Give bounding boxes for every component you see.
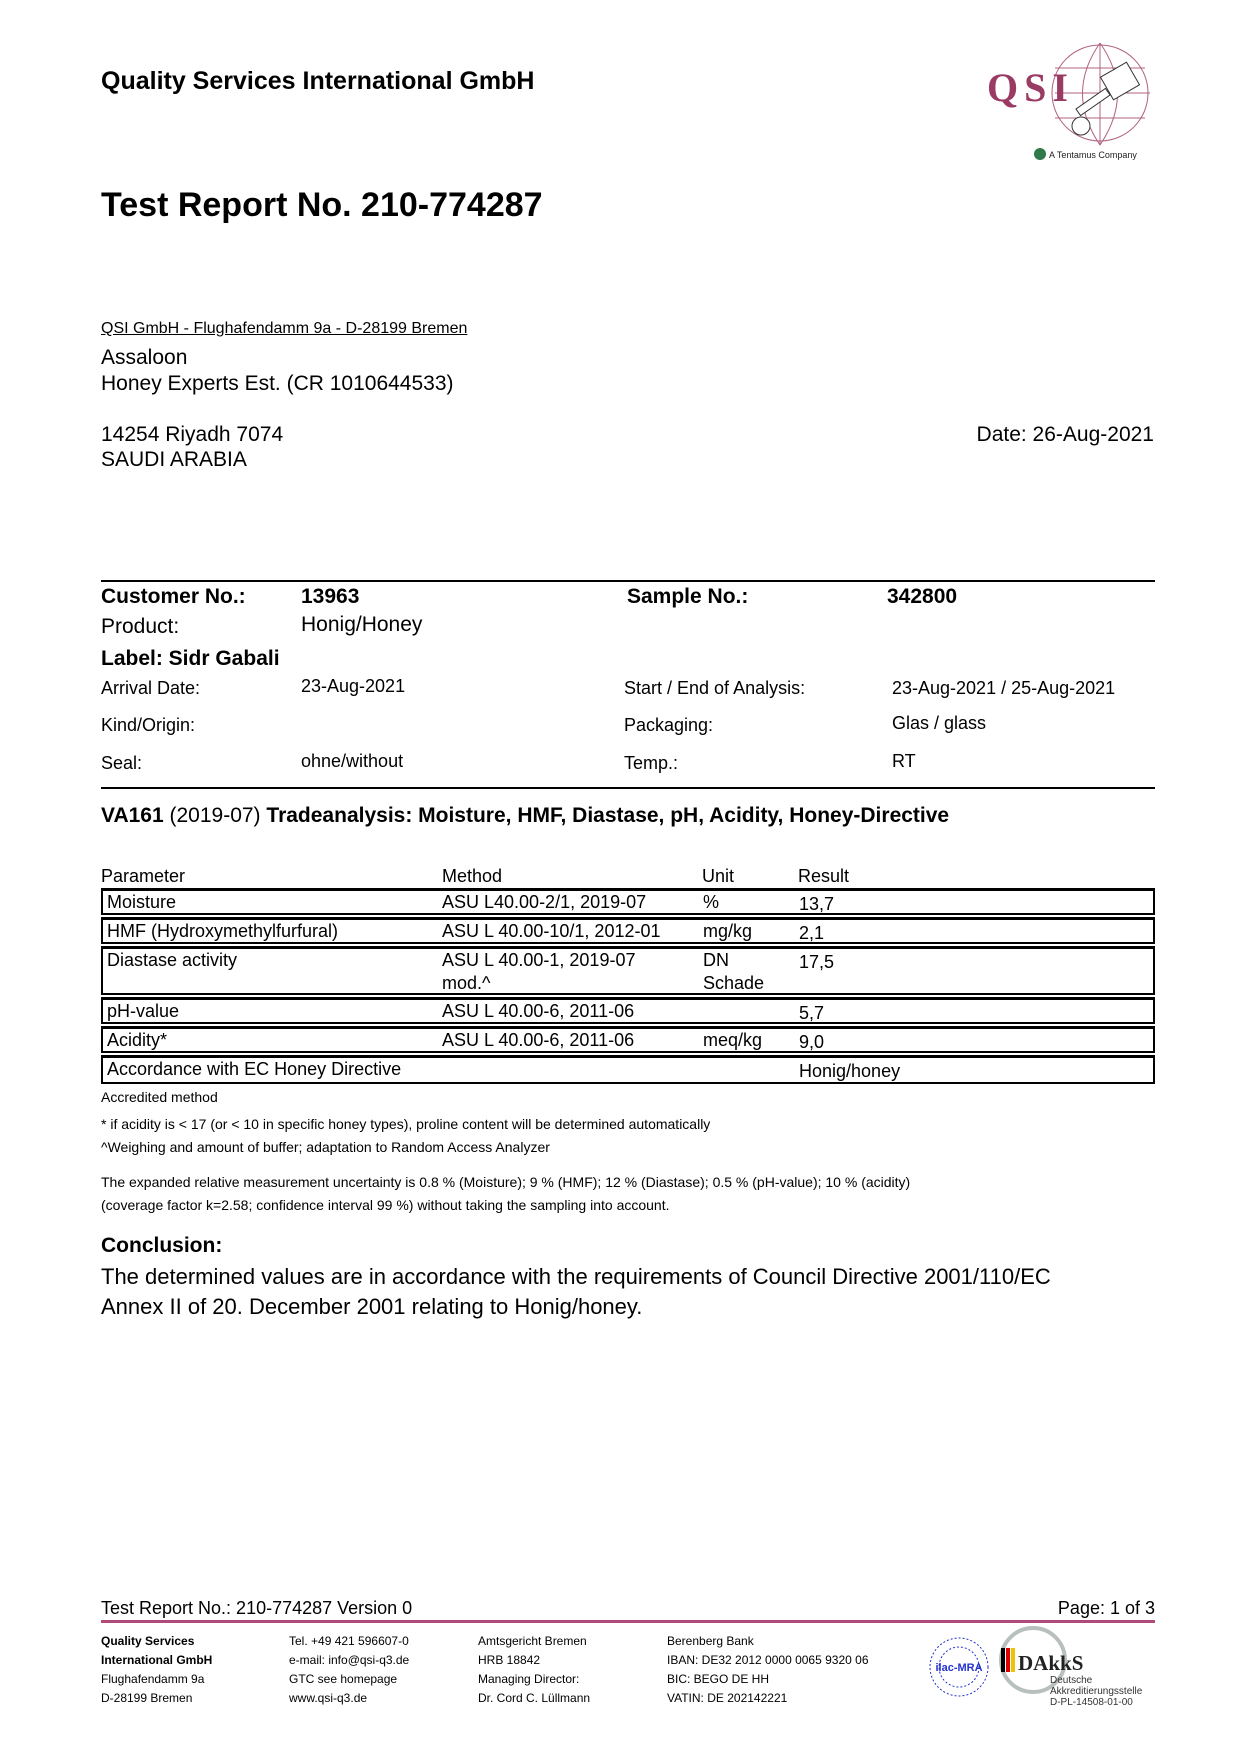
analysis-label: Start / End of Analysis: [624,678,806,698]
cell-method: ASU L 40.00-6, 2011-06 [442,1001,635,1021]
sample-no-label: Sample No.: [627,585,749,608]
conclusion-text: The determined values are in accordance with the requirements of Council Directive 2001/110/EC [101,1264,1051,1289]
cell-result: 17,5 [799,952,835,972]
arrival-label: Arrival Date: [101,678,201,698]
cell-unit: meq/kg [703,1030,763,1050]
dakks-line1: Deutsche [1050,1675,1093,1686]
seal: ohne/without [301,751,404,771]
customer-no: 13963 [301,585,360,608]
company-name: Quality Services International GmbH [101,67,535,95]
table-row [101,917,1155,944]
cell-parameter: Acidity* [107,1030,168,1050]
product: Honig/Honey [301,613,423,636]
dakks-line2: Akkreditierungsstelle [1050,1686,1143,1697]
cell-method: ASU L 40.00-10/1, 2012-01 [442,921,661,941]
report-title: Test Report No. 210-774287 [101,186,543,224]
sample-label: Label: Sidr Gabali [101,647,280,670]
divider [101,580,1155,582]
note: Accredited method [101,1089,218,1105]
temp: RT [892,751,916,771]
cell-unit: % [703,892,720,912]
table-row [101,946,1155,995]
conclusion-heading: Conclusion: [101,1234,223,1257]
cell-parameter: HMF (Hydroxymethylfurfural) [107,921,339,941]
cell-parameter: pH-value [107,1001,180,1021]
cell-method: ASU L40.00-2/1, 2019-07 [442,892,647,912]
recipient-line: Assaloon [101,346,188,369]
cell-method: ASU L 40.00-1, 2019-07 [442,950,636,970]
logo-text: QSI [987,65,1074,110]
cell-method-line2: mod.^ [442,973,491,993]
svg-text:ilac-MRA: ilac-MRA [935,1662,983,1674]
cell-result: 5,7 [799,1003,825,1023]
table-row [101,888,1155,915]
sample-no: 342800 [887,585,958,608]
table-row [101,997,1155,1024]
qsi-logo [985,38,1155,166]
recipient-city: 14254 Riyadh 7074 [101,423,284,446]
dakks-accreditation-number: D-PL-14508-01-00 [1050,1697,1133,1708]
dakks-logo [998,1600,1168,1712]
footer-bank: Berenberg Bank IBAN: DE32 2012 0000 0065 9320 06 BIC: BEGO DE HH VATIN: DE 202142221 [667,1634,869,1705]
column-header-result: Result [798,866,850,886]
cell-parameter: Diastase activity [107,950,238,970]
conclusion-text: Annex II of 20. December 2001 relating to Honig/honey. [101,1294,643,1319]
kind-label: Kind/Origin: [101,715,196,735]
footer-registry: Amtsgericht Bremen HRB 18842 Managing Director: Dr. Cord C. Lüllmann [478,1634,591,1705]
cell-result: 13,7 [799,894,835,914]
note: ^Weighing and amount of buffer; adaptation to Random Access Analyzer [101,1139,550,1155]
footer-report-no: Test Report No.: 210-774287 Version 0 [101,1598,413,1618]
footer-rule [101,1620,1155,1623]
cell-unit: mg/kg [703,921,753,941]
arrival-date: 23-Aug-2021 [301,676,406,696]
customer-no-label: Customer No.: [101,585,246,608]
page-number: Page: 1 of 3 [1057,1598,1155,1618]
recipient-country: SAUDI ARABIA [101,448,247,471]
cell-result: 9,0 [799,1032,825,1052]
cell-parameter: Moisture [107,892,177,912]
cell-result: Honig/honey [799,1061,901,1081]
svg-text:DAkkS: DAkkS [1018,1651,1084,1675]
svg-text:A Tentamus Company: A Tentamus Company [1049,150,1137,160]
sender-line: QSI GmbH - Flughafendamm 9a - D-28199 Bremen [101,320,468,337]
cell-unit: DN [703,950,729,970]
analysis-dates: 23-Aug-2021 / 25-Aug-2021 [892,678,1116,698]
report-date: Date: 26-Aug-2021 [976,423,1154,446]
cell-unit-line2: Schade [703,973,765,993]
packaging: Glas / glass [892,713,987,733]
ilac-mra-logo [928,1636,990,1698]
footer-company: Quality Services International GmbH Flughafendamm 9a D-28199 Bremen [101,1634,213,1705]
temp-label: Temp.: [624,753,679,773]
cell-result: 2,1 [799,923,825,943]
product-label: Product: [101,615,180,638]
column-header-parameter: Parameter [101,866,186,886]
note: * if acidity is < 17 (or < 10 in specific honey types), proline content will be determined automatically [101,1116,711,1132]
column-header-method: Method [442,866,503,886]
note: (coverage factor k=2.58; confidence interval 99 %) without taking the sampling into account. [101,1197,670,1213]
footer-contact: Tel. +49 421 596607-0 e-mail: info@qsi-q3.de GTC see homepage www.qsi-q3.de [289,1634,410,1705]
analysis-heading: VA161 (2019-07) Tradeanalysis: Moisture, HMF, Diastase, pH, Acidity, Honey-Directive [101,804,950,827]
divider [101,787,1155,789]
recipient-line: Honey Experts Est. (CR 1010644533) [101,372,454,395]
column-header-unit: Unit [702,866,735,886]
cell-parameter: Accordance with EC Honey Directive [107,1059,402,1079]
table-row [101,1026,1155,1053]
seal-label: Seal: [101,753,143,773]
packaging-label: Packaging: [624,715,714,735]
cell-method: ASU L 40.00-6, 2011-06 [442,1030,635,1050]
table-row [101,1055,1155,1084]
note: The expanded relative measurement uncertainty is 0.8 % (Moisture); 9 % (HMF); 12 % (Diastase); 0.5 % (pH-value); 10 % (acidity) [101,1174,911,1190]
